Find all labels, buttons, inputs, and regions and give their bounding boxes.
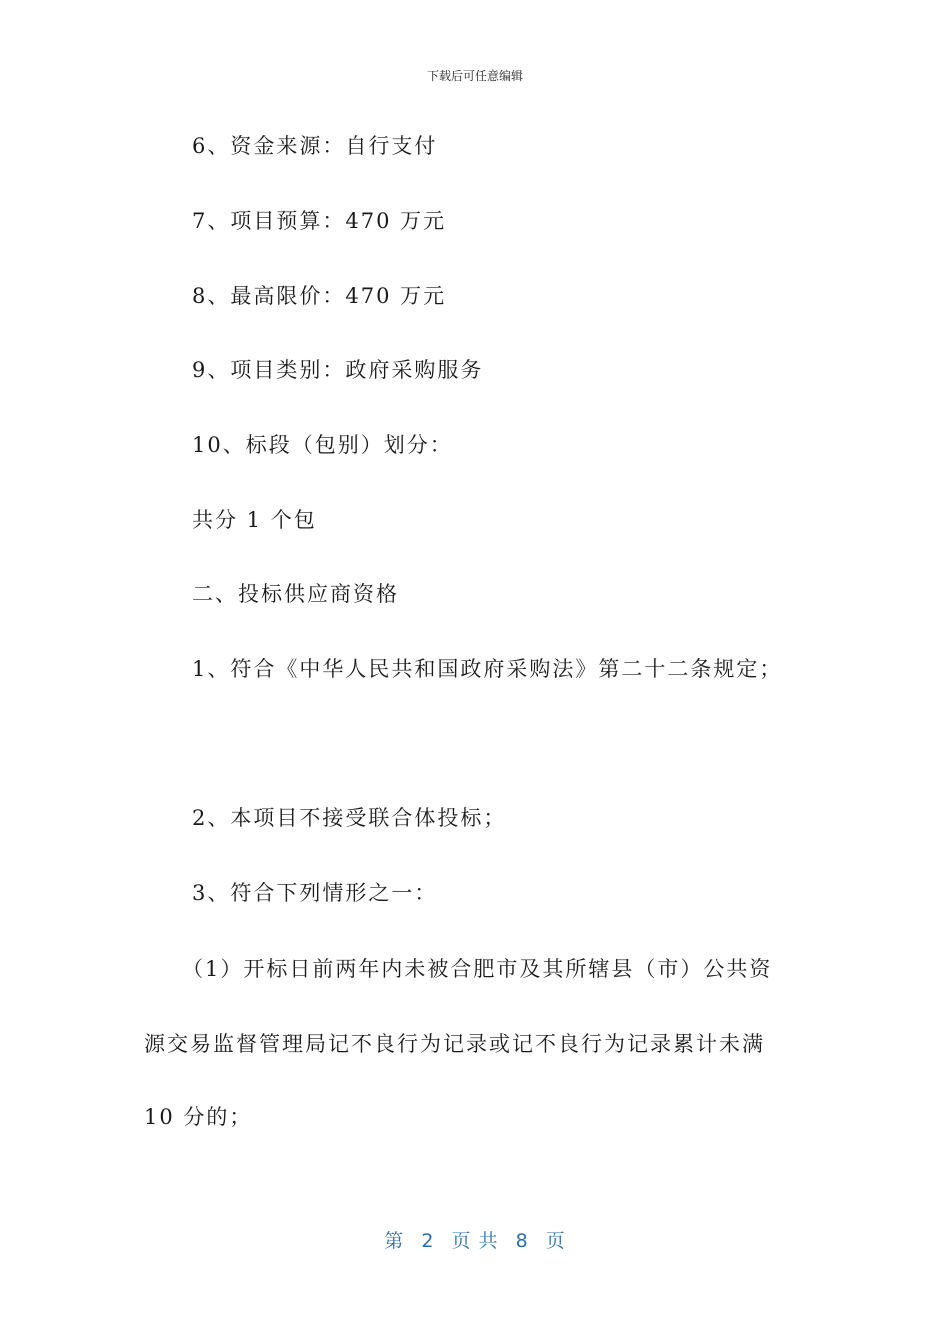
page-header-note: 下载后可任意编辑 <box>426 69 523 83</box>
paragraph-funding-source: 6、资金来源：自行支付 <box>192 134 438 158</box>
paragraph-condition-1-line-2: 源交易监督管理局记不良行为记录或记不良行为记录累计未满 <box>144 1032 765 1056</box>
paragraph-qualification-3: 3、符合下列情形之一： <box>192 881 438 905</box>
page-footer <box>0 1226 950 1253</box>
footer-prefix: 第 <box>384 1230 405 1252</box>
paragraph-project-category: 9、项目类别：政府采购服务 <box>192 358 484 382</box>
paragraph-condition-1-line-3: 10 分的； <box>144 1105 253 1129</box>
paragraph-qualification-1: 1、符合《中华人民共和国政府采购法》第二十二条规定； <box>192 657 783 681</box>
paragraph-condition-1-line-1: （1）开标日前两年内未被合肥市及其所辖县（市）公共资 <box>182 957 773 981</box>
footer-middle: 页 共 <box>451 1230 499 1252</box>
footer-current-page: 2 <box>421 1230 435 1252</box>
footer-suffix: 页 <box>545 1230 566 1252</box>
footer-total-pages: 8 <box>515 1230 529 1252</box>
section-heading-bidder-qualification: 二、投标供应商资格 <box>192 582 399 606</box>
paragraph-max-price: 8、最高限价：470 万元 <box>192 284 447 308</box>
paragraph-qualification-2: 2、本项目不接受联合体投标； <box>192 806 507 830</box>
paragraph-lot-division: 10、标段（包别）划分： <box>192 433 453 457</box>
paragraph-package-count: 共分 1 个包 <box>192 508 317 532</box>
paragraph-project-budget: 7、项目预算：470 万元 <box>192 209 447 233</box>
